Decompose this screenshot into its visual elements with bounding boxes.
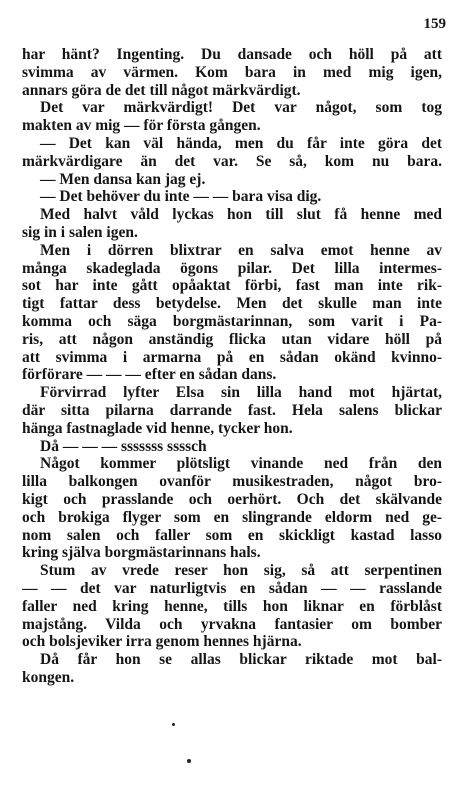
text-line: makten av mig — för första gången. [22,117,261,135]
text-line: kring själva borgmästarinnans hals. [22,544,261,562]
text-line: Det var märkvärdigt! Det var något, som tog [40,99,442,117]
text-line: — Det kan väl hända, men du får inte göra det [40,134,442,152]
text-line: Då — — — sssssss ssssch [40,437,207,455]
text-line: nom salen och faller som en skickligt kastad lasso [22,526,442,544]
text-line: Då får hon se allas blickar riktade mot bal- [40,651,442,669]
text-line: tigt fattar dess betydelse. Men det skulle man inte [22,295,442,313]
text-line: Stum av vrede reser hon sig, så att serpentinen [40,562,442,580]
text-line: har hänt? Ingenting. Du dansade och höll på att [22,46,442,63]
text-line: Förvirrad lyfter Elsa sin lilla hand mot hjärtat, [40,384,442,402]
text-line: och bolsjeviker irra genom hennes hjärna. [22,633,302,651]
text-line: komma och säga borgmästarinnan, som varit i Pa- [22,312,442,330]
text-line: kigt och prasslande och oerhört. Och det skälvande [22,490,442,508]
text-line: sig in i salen igen. [22,223,138,241]
text-line: att svimma i armarna på en sådan okänd kvinno- [22,348,442,366]
text-line: ris, att någon anständig flicka utan vidare höll på [22,330,442,348]
body-text [22,46,442,687]
text-line: förförare — — — efter en sådan dans. [22,366,277,384]
text-line: många skadeglada ögons pilar. Det lilla intermes- [22,259,442,277]
text-line: kongen. [22,668,75,686]
page-number: 159 [423,16,446,32]
text-line: och brokiga flyger som en slingrande eldorm ned ge- [22,508,442,526]
text-line: lilla balkongen ovanför musikestraden, något bro- [22,473,442,491]
text-line: Något kommer plötsligt vinande ned från den [40,455,442,473]
text-line: — — det var naturligtvis en sådan — — rasslande [22,579,442,597]
text-line: Med halvt våld lyckas hon till slut få henne med [40,206,442,224]
printed-speck [172,723,175,726]
text-line: majstång. Vilda och yrvakna fantasier om bomber [22,615,442,633]
text-line: annars göra de det till något märkvärdigt. [22,81,301,99]
text-line: Men i dörren blixtrar en salva emot henne av [40,241,442,259]
text-line: — Men dansa kan jag ej. [40,170,206,188]
text-line: hänga fastnaglade vid henne, tycker hon. [22,419,293,437]
text-line: — Det behöver du inte — — bara visa dig. [40,188,322,206]
text-line: svimma av värmen. Kom bara in med mig igen, [22,63,442,81]
text-line: märkvärdigare än det var. Se så, kom nu bara. [22,152,442,170]
printed-speck [187,759,191,763]
text-line: sot har inte gått opåaktat förbi, fast man inte rik- [22,277,442,295]
text-line: faller ned kring henne, tills hon liknar en förblåst [22,597,442,615]
text-line: där sitta pilarna darrande fast. Hela salens blickar [22,401,442,419]
